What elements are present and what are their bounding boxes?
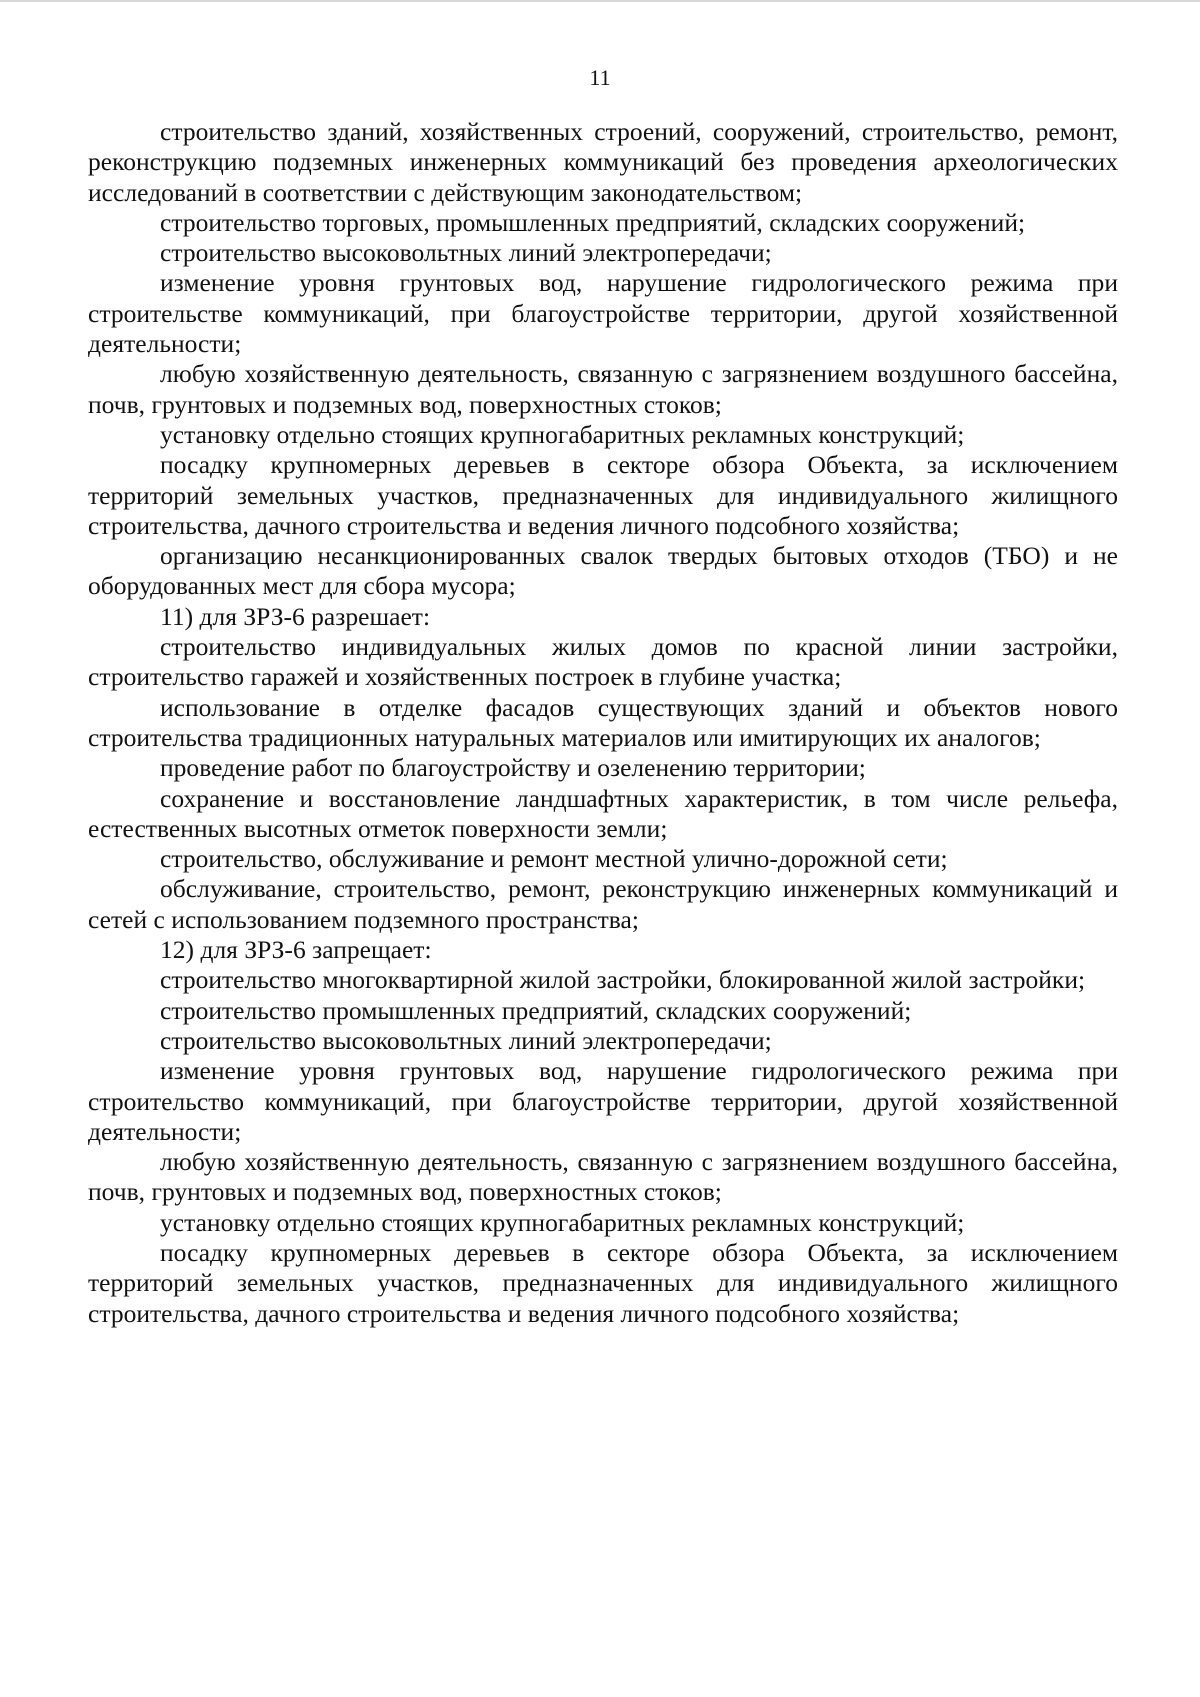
- paragraph: проведение работ по благоустройству и озеленению территории;: [160, 753, 866, 783]
- paragraph: строительство высоковольтных линий электропередачи;: [160, 1025, 772, 1055]
- paragraph: строительство индивидуальных жилых домов по красной линии застройки, строительство гаражей и хозяйственных построек в глубине участка;: [88, 632, 1118, 692]
- paragraph: строительство промышленных предприятий, складских сооружений;: [160, 995, 912, 1025]
- paragraph: любую хозяйственную деятельность, связанную с загрязнением воздушного бассейна, почв, грунтовых и подземных вод, поверхностных стоков;: [88, 1147, 1118, 1207]
- paragraph: любую хозяйственную деятельность, связанную с загрязнением воздушного бассейна, почв, грунтовых и подземных вод, поверхностных стоков;: [88, 359, 1118, 419]
- paragraph: использование в отделке фасадов существующих зданий и объектов нового строительства традиционных натуральных материалов или имитирующих их аналогов;: [88, 692, 1118, 752]
- paragraph: организацию несанкционированных свалок твердых бытовых отходов (ТБО) и не оборудованных мест для сбора мусора;: [88, 541, 1118, 601]
- paragraph: установку отдельно стоящих крупногабаритных рекламных конструкций;: [160, 1207, 965, 1237]
- paragraph: обслуживание, строительство, ремонт, реконструкцию инженерных коммуникаций и сетей с использованием подземного пространства;: [88, 874, 1118, 934]
- paragraph: строительство торговых, промышленных предприятий, складских сооружений;: [160, 207, 1026, 237]
- paragraph: строительство зданий, хозяйственных строений, сооружений, строительство, ремонт, реконструкцию подземных инженерных коммуникаций без проведения археологических исследований в соответствии с действующим законодательством;: [88, 117, 1118, 207]
- paragraph: посадку крупномерных деревьев в секторе обзора Объекта, за исключением территорий земельных участков, предназначенных для индивидуального жилищного строительства, дачного строительства и ведения личного подсобного хозяйства;: [88, 450, 1118, 540]
- scan-top-edge: [0, 0, 1200, 2]
- paragraph: строительство многоквартирной жилой застройки, блокированной жилой застройки;: [160, 965, 1086, 995]
- paragraph: строительство, обслуживание и ремонт местной улично-дорожной сети;: [160, 844, 948, 874]
- paragraph: изменение уровня грунтовых вод, нарушение гидрологического режима при строительстве коммуникаций, при благоустройстве территории, другой хозяйственной деятельности;: [88, 268, 1118, 359]
- paragraph: установку отдельно стоящих крупногабаритных рекламных конструкций;: [160, 419, 965, 449]
- paragraph: сохранение и восстановление ландшафтных характеристик, в том числе рельефа, естественных высотных отметок поверхности земли;: [88, 783, 1118, 843]
- page-number: 11: [589, 65, 611, 90]
- paragraph: посадку крупномерных деревьев в секторе обзора Объекта, за исключением территорий земельных участков, предназначенных для индивидуального жилищного строительства, дачного строительства и ведения личного подсобного хозяйства;: [88, 1237, 1118, 1328]
- paragraph: изменение уровня грунтовых вод, нарушение гидрологического режима при строительство коммуникаций, при благоустройстве территории, другой хозяйственной деятельности;: [88, 1056, 1118, 1146]
- paragraph: строительство высоковольтных линий электропередачи;: [160, 238, 772, 268]
- document-body: [88, 117, 1118, 1329]
- list-item-heading: 11) для ЗРЗ-6 разрешает:: [160, 601, 431, 631]
- list-item-heading: 12) для ЗРЗ-6 запрещает:: [160, 935, 432, 965]
